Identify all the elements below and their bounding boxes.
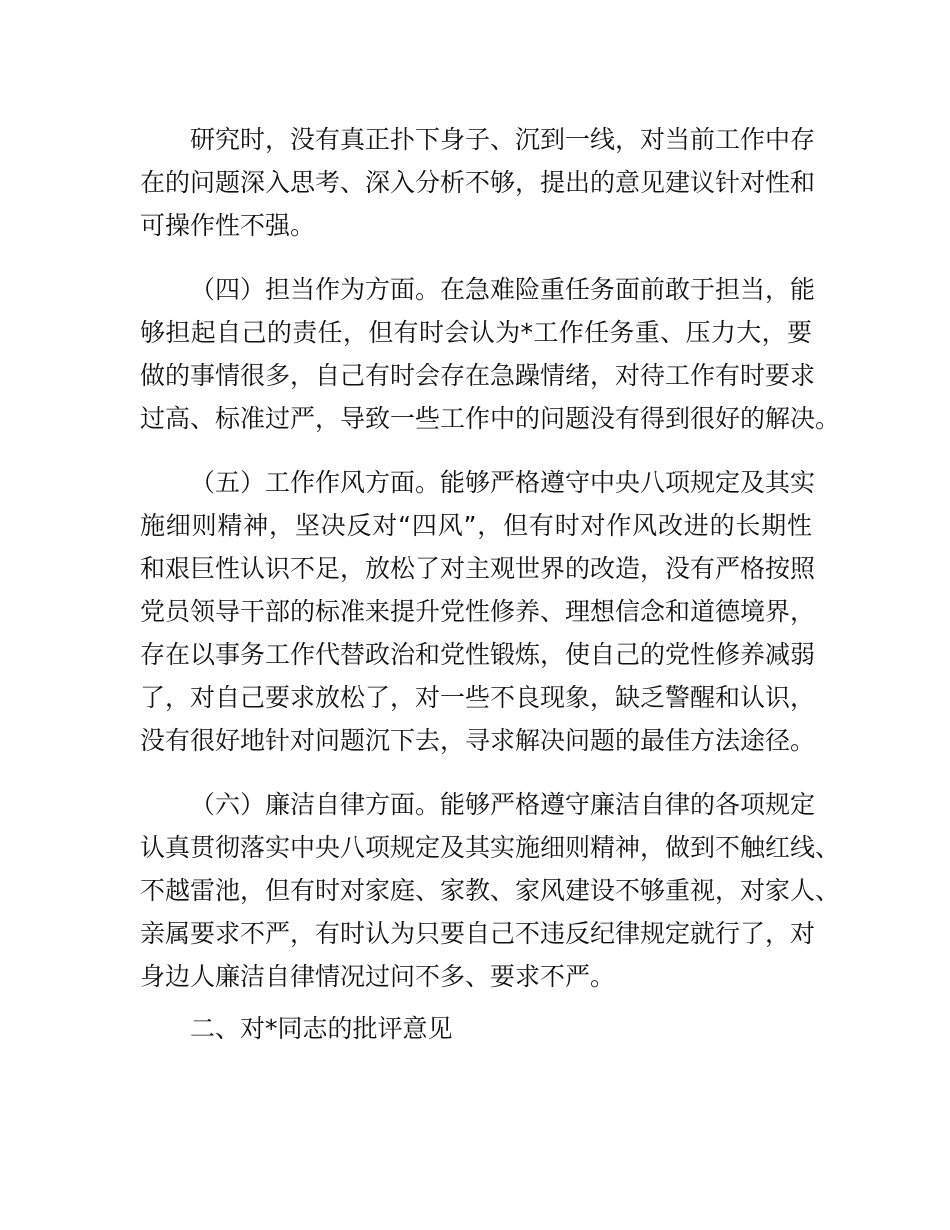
text-line: 过高、标准过严，导致一些工作中的问题没有得到很好的解决。 <box>140 404 841 433</box>
text-line: （五）工作作风方面。能够严格遵守中央八项规定及其实 <box>190 468 816 497</box>
text-line: 不越雷池，但有时对家庭、家教、家风建设不够重视，对家人、 <box>140 876 841 905</box>
text-line: （六）廉洁自律方面。能够严格遵守廉洁自律的各项规定 <box>190 790 816 819</box>
text-line: 身边人廉洁自律情况过问不多、要求不严。 <box>140 962 616 991</box>
text-line: 了，对自己要求放松了，对一些不良现象，缺乏警醒和认识， <box>140 683 816 712</box>
text-line: 做的事情很多，自己有时会存在急躁情绪，对待工作有时要求 <box>140 361 816 390</box>
paragraph <box>140 268 841 440</box>
paragraph <box>140 118 816 247</box>
text-line: 二、对*同志的批评意见 <box>190 1014 453 1043</box>
text-line: 够担起自己的责任，但有时会认为*工作任务重、压力大，要 <box>140 318 812 347</box>
text-line: 研究时，没有真正扑下身子、沉到一线，对当前工作中存 <box>190 125 816 154</box>
text-line: 党员领导干部的标准来提升党性修养、理想信念和道德境界， <box>140 597 816 626</box>
text-line: （四）担当作为方面。在急难险重任务面前敢于担当，能 <box>190 275 816 304</box>
text-line: 在的问题深入思考、深入分析不够，提出的意见建议针对性和 <box>140 168 816 197</box>
text-line: 存在以事务工作代替政治和党性锻炼，使自己的党性修养减弱 <box>140 640 816 669</box>
text-line: 认真贯彻落实中央八项规定及其实施细则精神，做到不触红线、 <box>140 833 841 862</box>
text-line: 没有很好地针对问题沉下去，寻求解决问题的最佳方法途径。 <box>140 726 816 755</box>
text-line: 和艰巨性认识不足，放松了对主观世界的改造，没有严格按照 <box>140 554 816 583</box>
section-heading <box>140 1007 812 1050</box>
document-body <box>140 118 841 1050</box>
text-line: 亲属要求不严，有时认为只要自己不违反纪律规定就行了，对 <box>140 919 816 948</box>
text-line: 可操作性不强。 <box>140 211 316 240</box>
text-line: 施细则精神，坚决反对“四风”，但有时对作风改进的长期性 <box>140 511 812 540</box>
paragraph <box>140 783 841 998</box>
paragraph <box>140 461 816 762</box>
